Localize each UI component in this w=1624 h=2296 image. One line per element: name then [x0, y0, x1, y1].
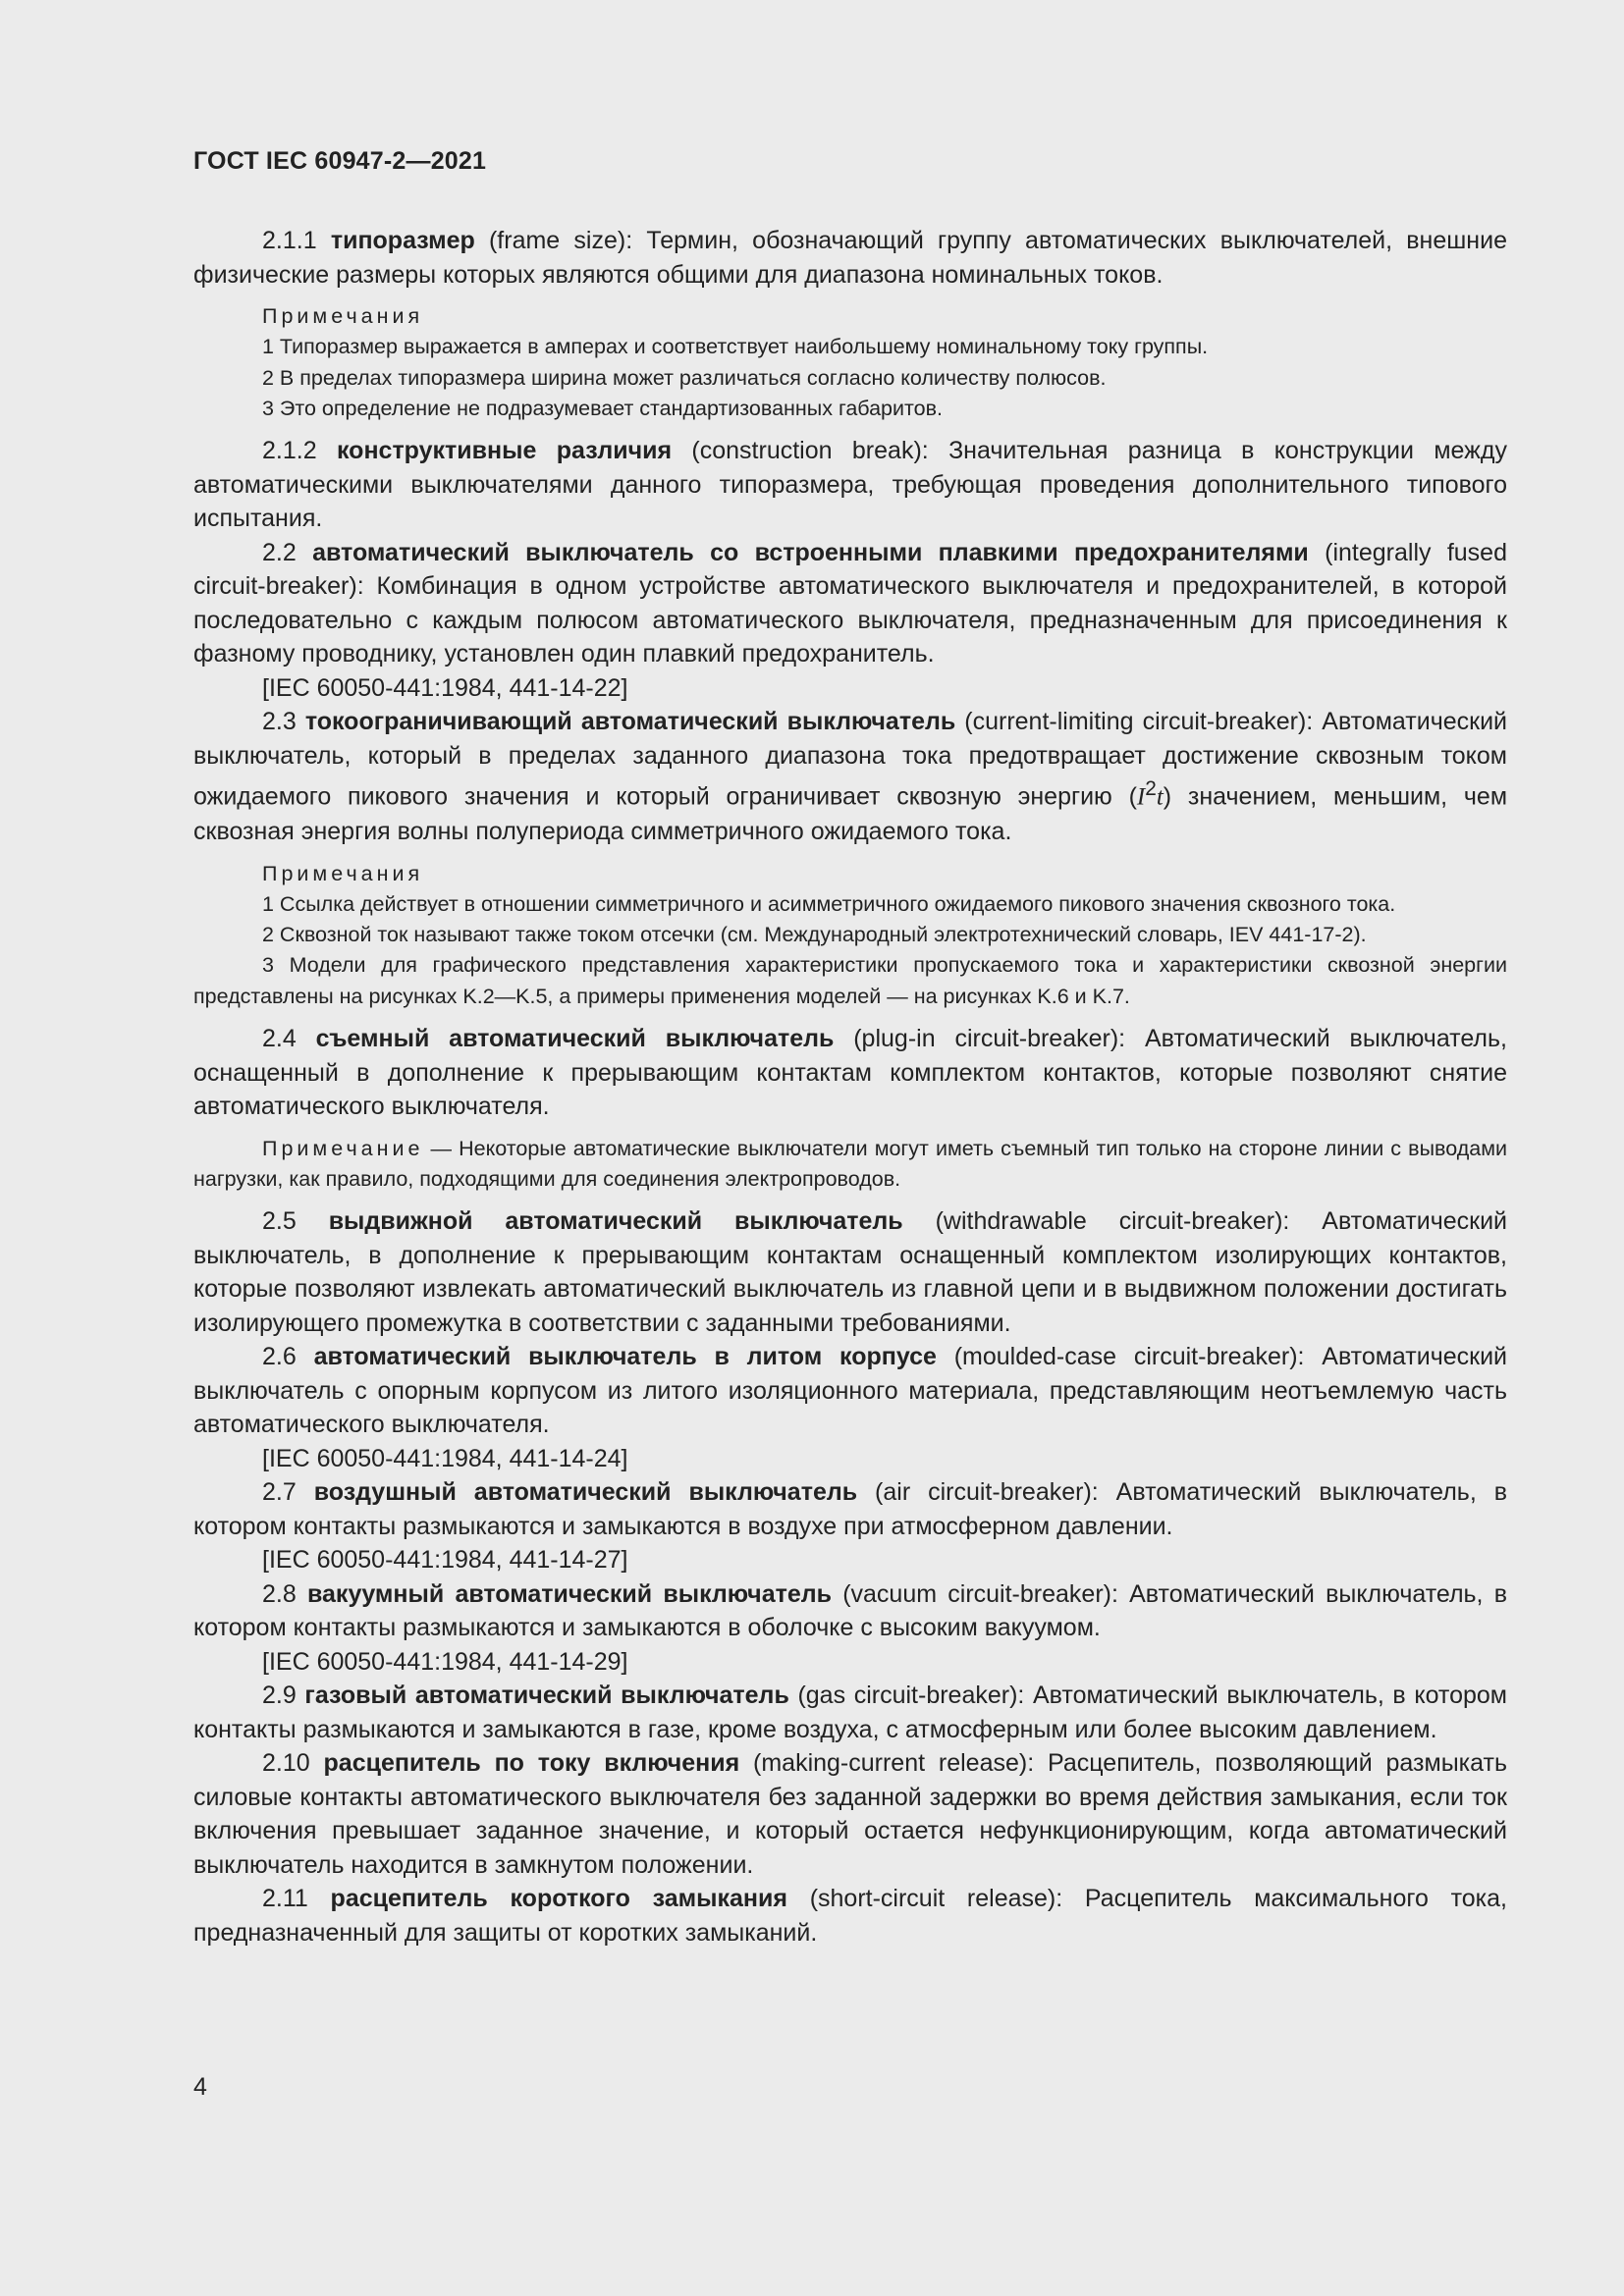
page-number: 4	[193, 2073, 207, 2101]
clause-2-4	[193, 1022, 1507, 1124]
term: расцепитель короткого замыкания	[330, 1885, 787, 1913]
clause-2-9	[193, 1679, 1507, 1746]
notes-block-2	[193, 859, 1507, 1012]
note-block-3	[193, 1134, 1507, 1196]
definition: (construction break): Значительная разница в конструкции между автоматическими выключателями данного типоразмера, требующая проведения дополнительного типового испытания.	[193, 437, 1507, 533]
clause-2-2	[193, 536, 1507, 671]
definition: (plug-in circuit-breaker): Автоматический выключатель, оснащенный в дополнение к прерывающим контактам комплектом контактов, которые позволяют снятие автоматического выключателя.	[193, 1025, 1507, 1120]
clause-2-3	[193, 705, 1507, 848]
clause-number: 2.1.1	[262, 227, 317, 254]
clause-number: 2.4	[262, 1025, 297, 1052]
definition: ) значением, меньшим, чем сквозная энергия волны полупериода симметричного ожидаемого тока.	[193, 782, 1508, 846]
clause-2-8	[193, 1577, 1507, 1645]
clause-number: 2.6	[262, 1343, 297, 1371]
reference: [IEC 60050-441:1984, 441-14-24]	[262, 1444, 628, 1472]
note-item: 1 Ссылка действует в отношении симметричного и асимметричного ожидаемого пикового значения сквозного тока.	[262, 891, 1396, 916]
clause-number: 2.11	[262, 1885, 308, 1913]
notes-block-1	[193, 301, 1507, 424]
definition: (current-limiting circuit-breaker): Автоматический выключатель, который в пределах заданного диапазона тока предотвращает достижение сквозным током ожидаемого пикового значения и который ограничивает сквозную энергию (	[193, 708, 1507, 811]
formula-exponent: 2	[1145, 777, 1157, 801]
definition: (integrally fused circuit-breaker): Комбинация в одном устройстве автоматического выключателя и предохранителей, в которой последовательно с каждым полюсом автоматического выключателя, предназначенным для присоединения к фазному проводнику, установлен один плавкий предохранитель.	[193, 538, 1507, 668]
term: токоограничивающий автоматический выключатель	[304, 708, 956, 736]
definition: (gas circuit-breaker): Автоматический выключатель, в котором контакты размыкаются и замыкаются в газе, кроме воздуха, с атмосферным или более высоким давлением.	[193, 1682, 1507, 1743]
clause-2-10	[193, 1746, 1507, 1882]
note-item: 3 Это определение не подразумевает стандартизованных габаритов.	[262, 396, 943, 420]
clause-2-7	[193, 1475, 1507, 1543]
reference: [IEC 60050-441:1984, 441-14-27]	[262, 1546, 628, 1575]
notes-title: Примечания	[262, 304, 424, 328]
note-item: 2 Сквозной ток называют также током отсечки (см. Международный электротехнический словарь, IEV 441-17-2).	[262, 923, 1367, 947]
document-header: ГОСТ IEC 60947-2—2021	[193, 147, 487, 175]
formula-symbol: I	[1136, 783, 1146, 811]
term: выдвижной автоматический выключатель	[328, 1207, 903, 1236]
term: типоразмер	[330, 227, 475, 254]
definition: (air circuit-breaker): Автоматический выключатель, в котором контакты размыкаются и замыкаются в воздухе при атмосферном давлении.	[193, 1478, 1507, 1540]
clause-number: 2.3	[262, 708, 297, 736]
term: автоматический выключатель в литом корпусе	[313, 1343, 937, 1371]
clause-number: 2.2	[262, 538, 297, 566]
note-text: — Некоторые автоматические выключатели могут иметь съемный тип только на стороне линии с выводами нагрузки, как правило, подходящими для соединения электропроводов.	[193, 1136, 1507, 1191]
note-item: 1 Типоразмер выражается в амперах и соответствует наибольшему номинальному току группы.	[262, 335, 1209, 359]
definition: (short-circuit release): Расцепитель максимального тока, предназначенный для защиты от коротких замыканий.	[193, 1885, 1507, 1947]
clause-number: 2.7	[262, 1478, 297, 1507]
clause-2-5	[193, 1204, 1507, 1340]
clause-number: 2.5	[262, 1207, 297, 1236]
clause-number: 2.8	[262, 1579, 297, 1608]
clause-number: 2.1.2	[262, 437, 317, 465]
note-item	[193, 1134, 1507, 1196]
term: воздушный автоматический выключатель	[313, 1478, 858, 1507]
term: конструктивные различия	[336, 437, 673, 465]
term: газовый автоматический выключатель	[304, 1682, 789, 1710]
term: автоматический выключатель со встроенными плавкими предохранителями	[312, 538, 1309, 566]
reference: [IEC 60050-441:1984, 441-14-29]	[262, 1647, 628, 1676]
clause-number: 2.10	[262, 1749, 310, 1778]
formula-symbol: t	[1156, 783, 1164, 811]
term: расцепитель по току включения	[323, 1749, 740, 1778]
clause-number: 2.9	[262, 1682, 297, 1710]
definition: (frame size): Термин, обозначающий группу автоматических выключателей, внешние физические размеры которых являются общими для диапазона номинальных токов.	[193, 227, 1507, 289]
clause-2-11	[193, 1882, 1507, 1949]
term: съемный автоматический выключатель	[315, 1025, 835, 1052]
clause-2-6	[193, 1340, 1507, 1442]
notes-title: Примечания	[262, 861, 424, 885]
note-title: Примечание	[262, 1136, 424, 1160]
clause-2-1-1	[193, 224, 1507, 292]
reference: [IEC 60050-441:1984, 441-14-22]	[262, 673, 628, 702]
definition: (vacuum circuit-breaker): Автоматический выключатель, в котором контакты размыкаются и замыкаются в оболочке с высоким вакуумом.	[193, 1579, 1507, 1642]
clause-2-1-2	[193, 434, 1507, 536]
note-item: 3 Модели для графического представления характеристики пропускаемого тока и характеристики сквозной энергии представлены на рисунках K.2—K.5, а примеры применения моделей — на рисунках K.6 и K.7.	[193, 953, 1507, 1008]
document-body	[193, 224, 1507, 1949]
definition: (making-current release): Расцепитель, позволяющий размыкать силовые контакты автоматического выключателя без заданной задержки во время действия замыкания, если ток включения превышает заданное значение, и который остается нефункционирующим, когда автоматический выключатель находится в замкнутом положении.	[193, 1749, 1507, 1879]
note-item: 2 В пределах типоразмера ширина может различаться согласно количеству полюсов.	[262, 365, 1107, 390]
term: вакуумный автоматический выключатель	[306, 1579, 832, 1608]
definition: (moulded-case circuit-breaker): Автоматический выключатель с опорным корпусом из литого изоляционного материала, представляющим неотъемлемую часть автоматического выключателя.	[193, 1343, 1508, 1439]
definition: (withdrawable circuit-breaker): Автоматический выключатель, в дополнение к прерывающим контактам оснащенный комплектом изолирующих контактов, которые позволяют извлекать автоматический выключатель из главной цепи и в выдвижном положении достигать изолирующего промежутка в соответствии с заданными требованиями.	[193, 1207, 1507, 1337]
